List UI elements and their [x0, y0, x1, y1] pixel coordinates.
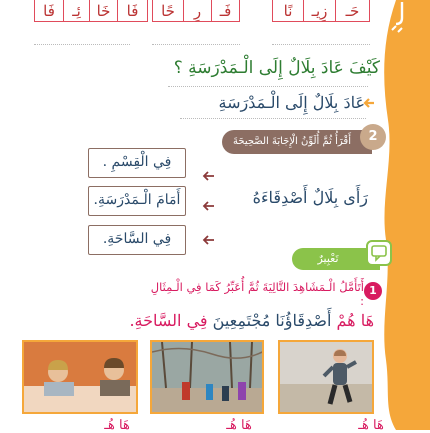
letter-row-right: [272, 0, 370, 22]
arrow-left-icon: [202, 234, 216, 246]
instruction-text: أَتَأَمَّلُ الْـمَشَاهِدَ التَّالِيَةَ ثُمَّ أُعَبِّرُ كَمَا فِي الْـمِثَالِ :: [150, 280, 364, 308]
answer-text: عَادَ بِلَالٌ إِلَى الْـمَدْرَسَةِ: [218, 93, 365, 112]
letter-cell: فَا: [118, 0, 148, 22]
photo-classroom: [22, 340, 138, 414]
letter-cell: زِيـ: [304, 0, 336, 22]
letter-cell: رِ: [184, 0, 212, 22]
speech-icon: [366, 240, 392, 266]
letter-cell: نًا: [272, 0, 304, 22]
letter-row-mid: [152, 0, 240, 22]
writing-line: [180, 118, 366, 119]
letter-cell: خَا: [90, 0, 118, 22]
photo-caption: هَا هُـ: [104, 418, 130, 433]
question-text: كَيْفَ عَادَ بِلَالٌ إِلَى الْـمَدْرَسَةِ ؟: [173, 58, 380, 78]
letter-cell: حًا: [152, 0, 184, 22]
letter-cell: ئِـ: [64, 0, 90, 22]
writing-line: [168, 86, 368, 87]
exercise-number-badge: 2: [360, 124, 386, 150]
strip-letter-icon: [388, 0, 408, 36]
photo-park-scene: [150, 340, 264, 414]
expression-label: تَعْبِيرٌ: [317, 252, 339, 265]
letter-cell: فَا: [34, 0, 64, 22]
photo-caption: هَا هُـ: [358, 418, 384, 433]
arrow-left-icon: [202, 170, 216, 182]
example-lead: هَا هُمْ: [336, 311, 374, 330]
photo-boy-running: [278, 340, 374, 414]
instruction-text: أَقْرَأُ ثُمَّ أُلَوِّنُ الْإِجَابَةَ الصَّحِيحَةَ: [233, 136, 351, 147]
letter-cell: حَـ: [336, 0, 370, 22]
arrow-left-icon: [202, 200, 216, 212]
writing-line: [272, 44, 370, 45]
sentence-text: رَأَى بِلَالٌ أَصْدِقَاءَهُ: [252, 188, 368, 207]
example-sentence: [118, 311, 374, 337]
example-rest: أَصْدِقَاؤُنَا مُجْتَمِعِينَ: [207, 311, 337, 330]
writing-line: [152, 44, 240, 45]
side-strip: [378, 0, 430, 430]
option-box[interactable]: أَمَامَ الْـمَدْرَسَةِ.: [88, 186, 186, 216]
option-box[interactable]: فِي السَّاحَةِ.: [88, 225, 186, 255]
strip-wave: [378, 0, 396, 430]
photo-caption: هَا هُـ: [226, 418, 252, 433]
letter-row-left: [34, 0, 148, 22]
option-box[interactable]: فِي الْقِسْمِ .: [88, 148, 186, 178]
letter-cell: فَـ: [212, 0, 240, 22]
exercise-number-badge: 1: [364, 282, 382, 300]
writing-line: [34, 44, 130, 45]
instruction-banner: [222, 130, 372, 154]
example-place: فِي السَّاحَةِ.: [129, 311, 208, 330]
